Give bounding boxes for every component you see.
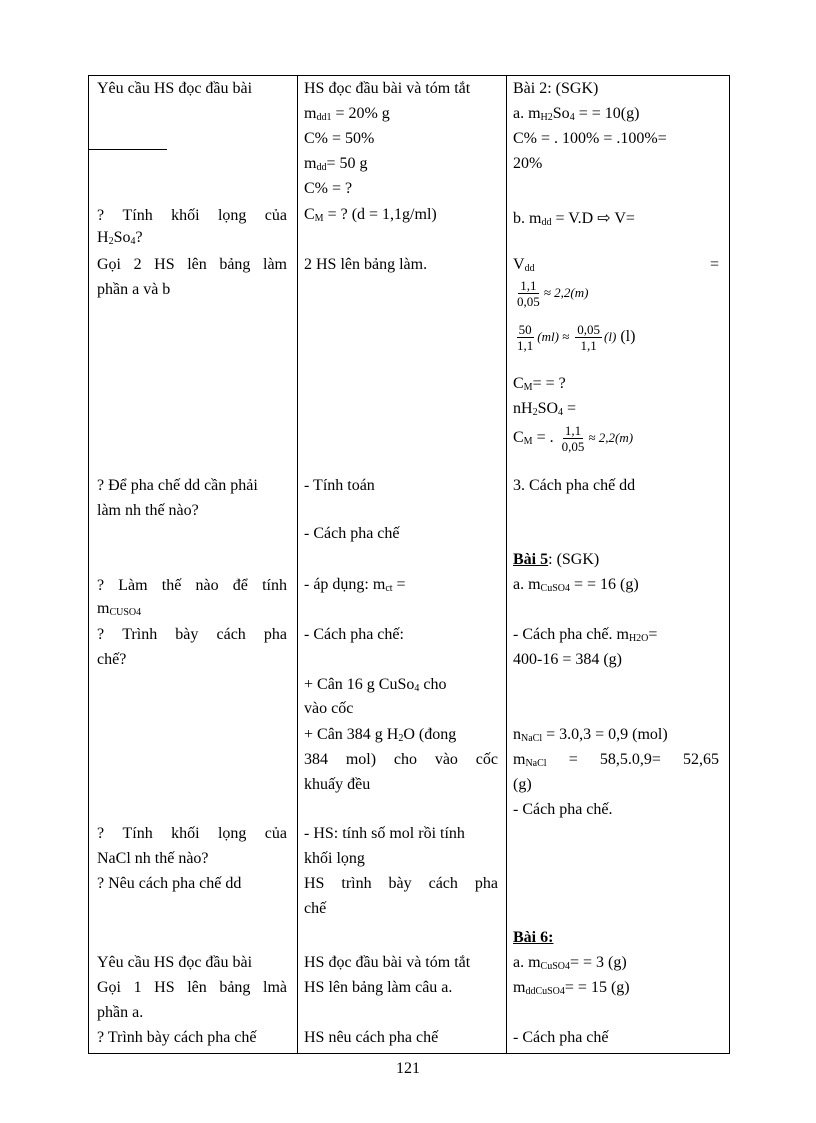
text-line: - Tính toán	[304, 477, 375, 494]
text-line: ? Nêu cách pha chế dd	[97, 875, 242, 892]
text-line: NaCl nh thế nào?	[97, 850, 209, 867]
fraction: $\frac{1,1}{0,05}$	[517, 278, 540, 309]
text-line: khối lọng	[304, 850, 365, 867]
text-line: chế	[304, 900, 327, 917]
text-line: C% = ?	[304, 180, 353, 197]
text-line: ? Tính khối lọng của	[97, 825, 287, 842]
text-line: ? Làm thế nào để tính	[97, 577, 287, 594]
text-line: $m_{dd1} = 20\%$ g	[304, 105, 390, 123]
text-line: phần a.	[97, 1004, 144, 1021]
text-line: HS đọc đầu bài và tóm tắt	[304, 80, 471, 97]
text-line: vào cốc	[304, 700, 354, 717]
text-line: - Cách pha chế. $m_{H2O}=$	[513, 626, 658, 644]
text-line: 384 mol) cho vào cốc	[304, 751, 498, 768]
fraction: $\frac{50}{1,1}$	[517, 322, 534, 353]
text-line: chế?	[97, 651, 127, 668]
fraction: $\frac{1,1}{0,05}$	[561, 423, 585, 454]
text-line: b. $m_{dd} = V.D$ ⇨ V=	[513, 210, 635, 228]
text-line: HS lên bảng làm câu a.	[304, 979, 453, 996]
text-line: a. $m_{CuSO4}$ = = 16 (g)	[513, 576, 639, 594]
text-line: $C_M=$ = ?	[513, 375, 566, 393]
text-line: C% = . 100% = .100%=	[513, 130, 667, 147]
text-line: ? Trình bày cách pha	[97, 626, 287, 643]
text-line: $m_{NaCl}$ = 58,5.0,9= 52,65	[513, 751, 719, 769]
text-line: C% = 50%	[304, 130, 375, 147]
text-line: - Cách pha chế	[513, 1029, 609, 1046]
text-line: a. $m_{H2}So_4$ = = 10(g)	[513, 105, 640, 123]
formula-line: $C_M$ = . $\frac{1,1}{0,05}$ ≈ 2,2(m)	[513, 423, 634, 454]
text-line: làm nh thế nào?	[97, 502, 199, 519]
text-line: $C_M$ = ? (d = 1,1g/ml)	[304, 206, 437, 224]
text-line: Gọi 1 HS lên bảng lmà	[97, 979, 287, 996]
text-line: 3. Cách pha chế dd	[513, 477, 636, 494]
text-line: - Cách pha chế	[304, 525, 400, 542]
text-line: 20%	[513, 155, 543, 172]
text-line: Yêu cầu HS đọc đầu bài	[97, 80, 253, 97]
text-line: $V_{dd}$ =	[513, 256, 719, 274]
text-line: ? Trình bày cách pha chế	[97, 1029, 257, 1046]
formula-line: $\frac{50}{1,1}$ (ml) ≈ $\frac{0,05}{1,1}$ (l) (l)	[517, 322, 636, 353]
teacher-activities-column	[89, 76, 298, 1054]
divider	[89, 149, 167, 150]
text-line: $nH_2SO_4$ =	[513, 400, 577, 418]
content-column	[507, 76, 730, 1054]
text-line: $m_{ddCuSO4}= = 15$ (g)	[513, 979, 630, 997]
text-line: $H_2So_4$?	[97, 229, 143, 247]
text-line: Bài 2: (SGK)	[513, 80, 599, 97]
text-line: $n_{NaCl} = 3.0,3 = 0,9$ (mol)	[513, 726, 668, 744]
text-line: Bài 5: (SGK)	[513, 551, 600, 568]
text-line: ? Tính khối lọng của	[97, 207, 287, 224]
text-line: Bài 6:	[513, 929, 554, 946]
text-line: HS trình bày cách pha	[304, 875, 498, 892]
page-number: 121	[396, 1060, 420, 1077]
text-line: - Cách pha chế.	[513, 801, 613, 818]
formula-line: $\frac{1,1}{0,05}$ ≈ 2,2(m)	[517, 278, 589, 309]
student-activities-column	[298, 76, 507, 1054]
text-line: khuấy đều	[304, 776, 371, 793]
text-line: 400-16 = 384 (g)	[513, 651, 623, 668]
text-line: $m_{dd}= 50$ g	[304, 155, 368, 173]
text-line: + Cân 16 g CuSo$_4$ cho	[304, 676, 447, 694]
text-line: $m_{CUSO4}$	[97, 600, 142, 618]
text-line: HS đọc đầu bài và tóm tắt	[304, 954, 471, 971]
text-line: a. $m_{CuSO4}= = 3$ (g)	[513, 954, 627, 972]
text-line: - HS: tính số mol rồi tính	[304, 825, 465, 842]
fraction: $\frac{0,05}{1,1}$	[577, 322, 601, 353]
text-line: HS nêu cách pha chế	[304, 1029, 439, 1046]
text-line: phần a và b	[97, 281, 171, 298]
lesson-table	[88, 75, 730, 1054]
text-line: ? Để pha chế dd cần phải	[97, 477, 258, 494]
text-line: (g)	[513, 776, 532, 793]
text-line: 2 HS lên bảng làm.	[304, 256, 428, 273]
text-line: - áp dụng: $m_{ct}$ =	[304, 576, 406, 594]
text-line: + Cân 384 g $H_2O$ (đong	[304, 726, 457, 744]
text-line: Gọi 2 HS lên bảng làm	[97, 256, 287, 273]
text-line: Yêu cầu HS đọc đầu bài	[97, 954, 253, 971]
text-line: - Cách pha chế:	[304, 626, 404, 643]
